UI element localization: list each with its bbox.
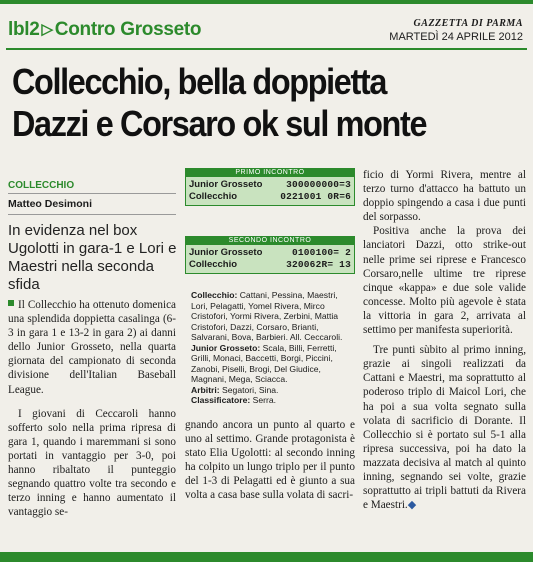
lineup-players: Cattani, Pessina, Maestri, Lori, Pelagatti, Yomel Rivera, Mirco Cristofori, Yormi Rivera, Zerbini, Mattia Cristofori, Dazzi, Corsaro, Brianti, Salvarani, Bova, Barbieri. All. Ceccaroli.: [191, 290, 343, 342]
paragraph: I giovani di Ceccaroli hanno sofferto solo nella prima ripresa di gara 1, quando i maremmani si sono portati in vantaggio per 3-0, poi hanno ribaltato il punteggio segnando quattro volte tra secondo e terzo inning e hanno aumentato il vantaggio se-: [8, 407, 176, 519]
paragraph: [363, 343, 526, 512]
inning-line: 300000000=3: [286, 179, 351, 190]
lineup-collecchio: [191, 290, 351, 343]
paragraph: Positiva anche la prova dei lanciatori Dazzi, otto strike-out nelle prime sei riprese e Francesco Corsaro,nelle ultime tre riprese cinque «kappa» e due sole valide concesse. Molto più agevole è stata la vittoria in gara 2, arrivata al settimo per manifesta superiorità.: [363, 225, 526, 337]
article-column-1: [8, 298, 176, 519]
inning-line: 320062R= 13: [286, 259, 351, 270]
inning-line: 0221001 0R=6: [280, 191, 351, 202]
rubric-arrow-icon: ▷: [41, 21, 53, 38]
author-byline: Matteo Desimoni: [8, 198, 93, 210]
scorer-label: Classificatore:: [191, 395, 251, 405]
scorebox-title: PRIMO INCONTRO: [185, 168, 355, 177]
score-row: [189, 259, 351, 271]
section-label: COLLECCHIO: [8, 180, 75, 191]
divider: [8, 193, 176, 194]
referees-names: Segatori, Sina.: [222, 384, 279, 395]
paragraph: Il Collecchio ha ottenuto domenica una splendida doppietta casalinga (6-3 in gara 1 e 13-2 in gara 2) ai danni dello Junior Grosseto, nella quarta giornata del campionato di seconda divisione dell'Italian Baseball League.: [8, 299, 176, 396]
scorer-name: Serra.: [252, 395, 277, 405]
score-row: [189, 247, 351, 259]
referees: [191, 385, 351, 396]
scorebox-game-2: [185, 236, 355, 274]
article-column-2: [185, 418, 355, 503]
referees-label: Arbitri:: [191, 384, 220, 395]
section-rubric: [8, 19, 201, 41]
top-color-bar: [0, 0, 533, 4]
lineup-label: Collecchio:: [191, 290, 238, 300]
lineup-players: Scala, Billi, Ferretti, Grilli, Monaci, Baccetti, Borgi, Piccini, Zanobi, Piselli, Brogi, Del Giudice, Magnani, Mega, Sciacca.: [191, 342, 337, 384]
headline-line-2: Dazzi e Corsaro ok sul monte: [12, 103, 427, 144]
header-rule: [6, 48, 527, 50]
end-mark-icon: ◆: [407, 499, 417, 512]
scorebox-game-1: [185, 168, 355, 206]
newspaper-name: GAZZETTA DI PARMA: [413, 18, 523, 29]
scorebox-title: SECONDO INCONTRO: [185, 236, 355, 245]
issue-date: MARTEDÌ 24 APRILE 2012: [389, 31, 523, 43]
team-name: Collecchio: [189, 191, 238, 202]
score-row: [189, 179, 351, 191]
paragraph: gnando ancora un punto al quarto e uno al settimo. Grande protagonista è stato Elia Ugolotti: al secondo inning ha colpito un lungo triplo per il punto del 1-3 di Pelagatti ed è giunto a sua volta a casa base sulla volata di sacri-: [185, 419, 355, 502]
article-summary: In evidenza nel box Ugolotti in gara-1 e Lori e Maestri nella seconda sfida: [8, 222, 177, 293]
article-column-3: [363, 168, 526, 512]
team-name: Junior Grosseto: [189, 179, 263, 190]
headline-line-1: Collecchio, bella doppietta: [12, 61, 387, 102]
inning-line: 0100100= 2: [291, 247, 351, 258]
bottom-color-bar: [0, 552, 533, 562]
scorer: [191, 395, 351, 406]
rubric-title: Contro Grosseto: [54, 19, 202, 40]
paragraph-text: Tre punti sùbito al primo inning, grazie ai singoli realizzati da Cattani e Maestri, ma soprattutto al poderoso triplo di Maicol Lori, che ha poi a sua volta segnato sulla volata di sacrificio di Dorante. Il Collecchio si è portato sul 5-1 alla ripresa successiva, poi ha dato la mazzata decisiva al match al quinto inning, segnando sei volte, grazie soprattutto ai tripli battuti da Rivera e Maestri.: [363, 344, 526, 512]
divider: [8, 214, 176, 215]
lineup-grosseto: [191, 343, 351, 385]
lineups-box: [191, 290, 351, 406]
rubric-tag: lbl2: [8, 19, 40, 40]
newspaper-masthead: [389, 18, 523, 43]
score-row: [189, 191, 351, 203]
team-name: Collecchio: [189, 259, 238, 270]
paragraph: ficio di Yormi Rivera, mentre al terzo turno d'attacco ha battuto un doppio spingendo a casa i due punti del sorpasso.: [363, 169, 526, 224]
lineup-label: Junior Grosseto:: [191, 342, 261, 353]
team-name: Junior Grosseto: [189, 247, 263, 258]
